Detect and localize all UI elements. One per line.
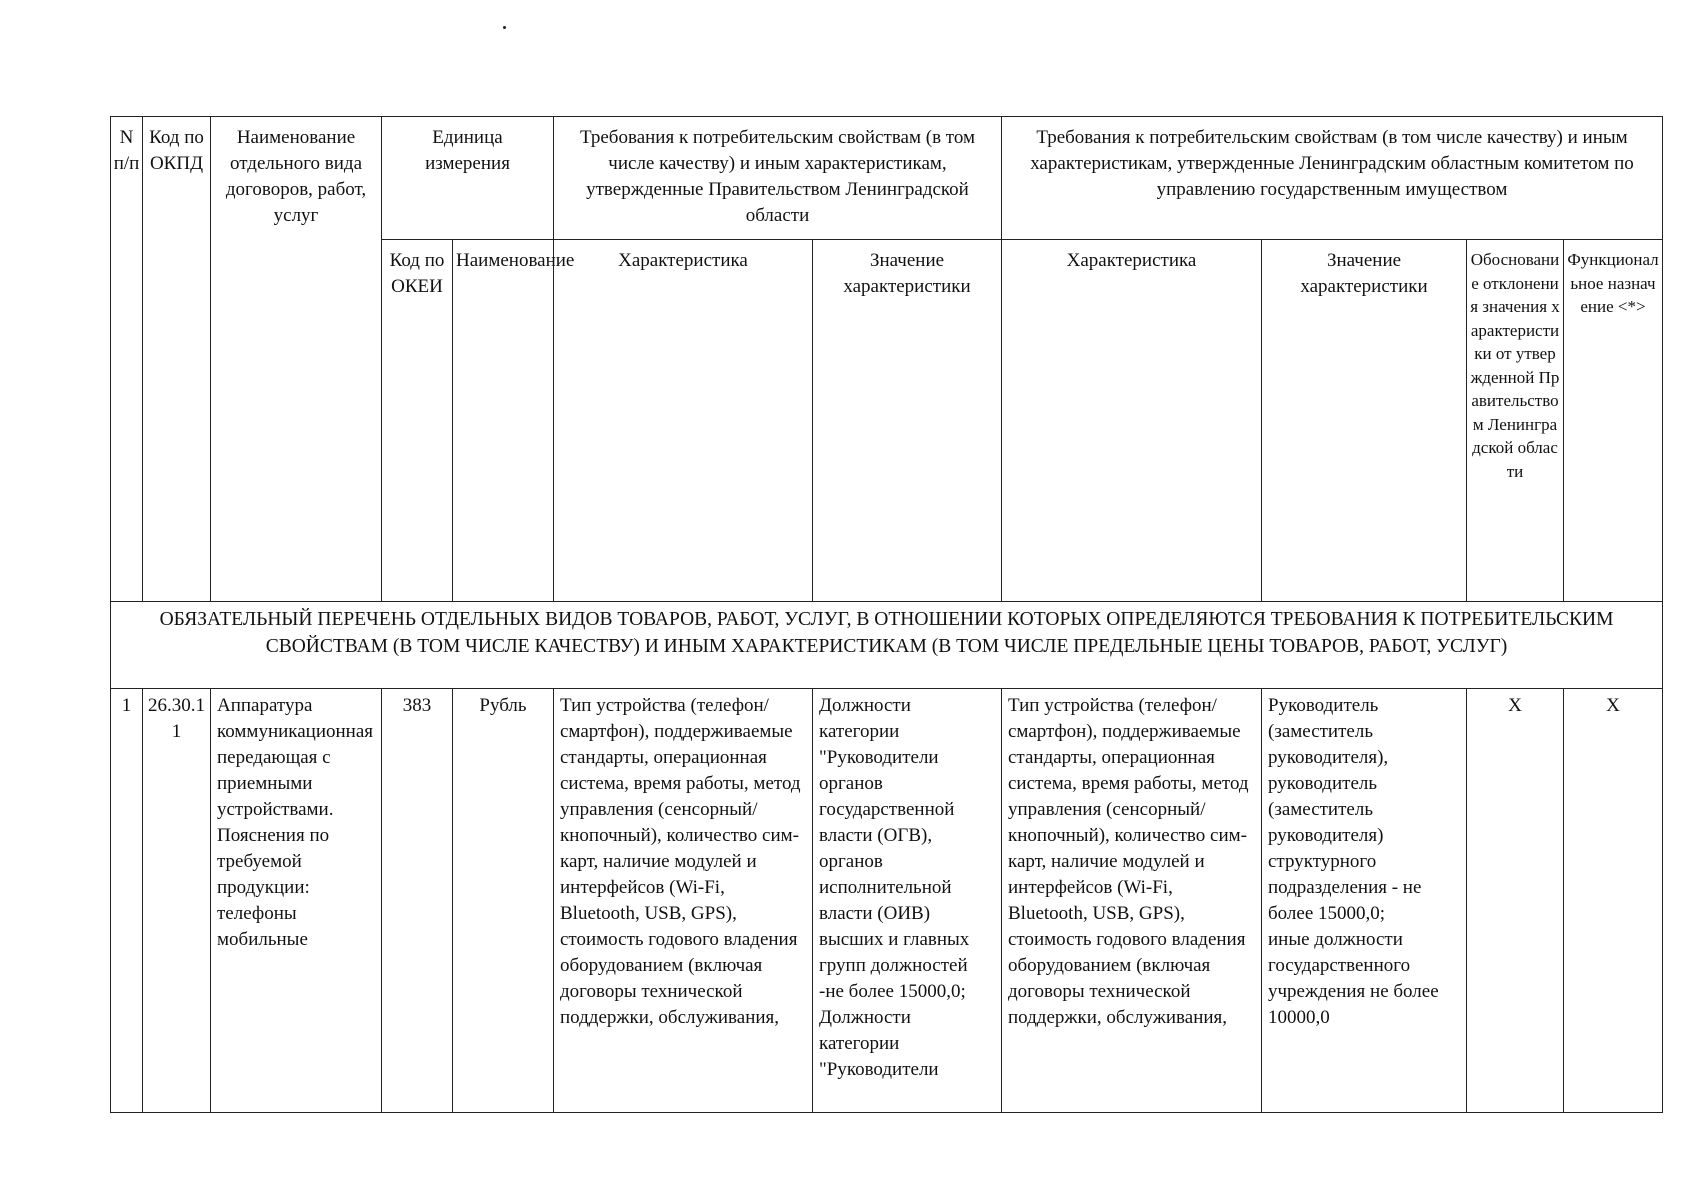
row-value-line: Должности категории "Руководители органов государственной власти (ОГВ), органов исполнительной власти (ОИВ) высших и главных групп должностей -не более 15000,0; bbox=[819, 695, 970, 1002]
section-row bbox=[111, 602, 1663, 689]
header-value-2: Значение характеристики bbox=[1262, 240, 1467, 602]
header-justification: Обоснование отклонения значения характеристики от утвержденной Правительством Ленинградской области bbox=[1467, 240, 1564, 602]
row-function: Х bbox=[1564, 689, 1663, 1113]
header-function: Функциональное назначение <*> bbox=[1564, 240, 1663, 602]
header-unit: Единица измерения bbox=[382, 117, 554, 240]
header-okei-code: Код по ОКЕИ bbox=[382, 240, 453, 602]
row-okpd-code: 26.30.11 bbox=[143, 689, 211, 1113]
header-committee-requirements: Требования к потребительским свойствам (в том числе качеству) и иным характеристикам, утвержденные Ленинградским областным комитетом по управлению государственным имуществом bbox=[1002, 117, 1663, 240]
row-unit-name: Рубль bbox=[453, 689, 554, 1113]
row-value-line: Должности категории "Руководители bbox=[819, 1007, 939, 1080]
requirements-table bbox=[110, 116, 1663, 1113]
row-characteristic-2: Тип устройства (телефон/смартфон), поддерживаемые стандарты, операционная система, время работы, метод управления (сенсорный/кнопочный), количество сим-карт, наличие модулей и интерфейсов (Wi-Fi, Bluetooth, USB, GPS), стоимость годового владения оборудованием (включая договоры технической поддержки, обслуживания, bbox=[1002, 689, 1262, 1113]
header-name: Наименование отдельного вида договоров, работ, услуг bbox=[211, 117, 382, 602]
row-value-2 bbox=[1262, 689, 1467, 1113]
row-value-2-line: иные должности государственного учреждения не более 10000,0 bbox=[1268, 929, 1439, 1028]
row-name: Аппаратура коммуникационная передающая с приемными устройствами. Пояснения по требуемой продукции: телефоны мобильные bbox=[211, 689, 382, 1113]
header-gov-requirements: Требования к потребительским свойствам (в том числе качеству) и иным характеристикам, утвержденные Правительством Ленинградской области bbox=[554, 117, 1002, 240]
stray-dot bbox=[503, 26, 506, 29]
header-value: Значение характеристики bbox=[813, 240, 1002, 602]
row-characteristic: Тип устройства (телефон/смартфон), поддерживаемые стандарты, операционная система, время работы, метод управления (сенсорный/кнопочный), количество сим-карт, наличие модулей и интерфейсов (Wi-Fi, Bluetooth, USB, GPS), стоимость годового владения оборудованием (включая договоры технической поддержки, обслуживания, bbox=[554, 689, 813, 1113]
header-npp: N п/п bbox=[111, 117, 143, 602]
row-justification: Х bbox=[1467, 689, 1564, 1113]
row-okei-code: 383 bbox=[382, 689, 453, 1113]
header-characteristic-2: Характеристика bbox=[1002, 240, 1262, 602]
header-row-1 bbox=[111, 117, 1663, 240]
header-okpd-code: Код по ОКПД bbox=[143, 117, 211, 602]
table-row bbox=[111, 689, 1663, 1113]
row-number: 1 bbox=[111, 689, 143, 1113]
row-value bbox=[813, 689, 1002, 1113]
row-value-2-line: Руководитель (заместитель руководителя), руководитель (заместитель руководителя) структурного подразделения - не более 15000,0; bbox=[1268, 695, 1422, 924]
header-characteristic: Характеристика bbox=[554, 240, 813, 602]
section-title: ОБЯЗАТЕЛЬНЫЙ ПЕРЕЧЕНЬ ОТДЕЛЬНЫХ ВИДОВ ТОВАРОВ, РАБОТ, УСЛУГ, В ОТНОШЕНИИ КОТОРЫХ ОПРЕДЕЛЯЮТСЯ ТРЕБОВАНИЯ К ПОТРЕБИТЕЛЬСКИМ СВОЙСТВАМ (В ТОМ ЧИСЛЕ КАЧЕСТВУ) И ИНЫМ ХАРАКТЕРИСТИКАМ (В ТОМ ЧИСЛЕ ПРЕДЕЛЬНЫЕ ЦЕНЫ ТОВАРОВ, РАБОТ, УСЛУГ) bbox=[111, 602, 1663, 689]
header-unit-name: Наименование bbox=[453, 240, 554, 602]
